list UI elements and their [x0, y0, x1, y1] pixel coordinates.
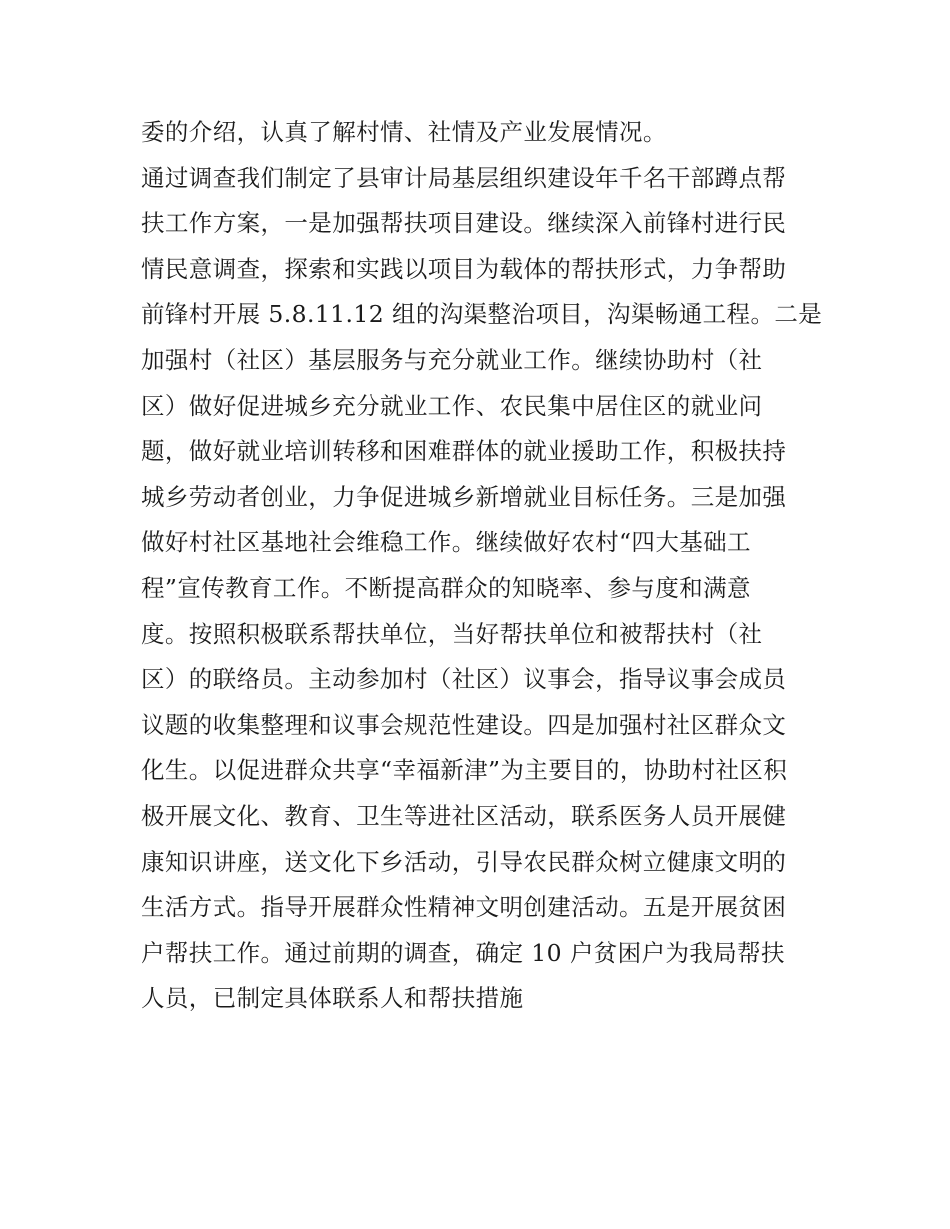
text-line: 通过调查我们制定了县审计局基层组织建设年千名干部蹲点帮	[141, 163, 787, 192]
text-line: 区）做好促进城乡充分就业工作、农民集中居住区的就业问	[141, 391, 763, 420]
text-line: 程”宣传教育工作。不断提高群众的知晓率、参与度和满意	[141, 573, 751, 602]
text-line: 度。按照积极联系帮扶单位，当好帮扶单位和被帮扶村（社	[141, 619, 763, 648]
text-line: 做好村社区基地社会维稳工作。继续做好农村“四大基础工	[141, 528, 751, 557]
text-line: 议题的收集整理和议事会规范性建设。四是加强村社区群众文	[141, 710, 787, 739]
text-line: 化生。以促进群众共享“幸福新津”为主要目的，协助村社区积	[141, 756, 788, 785]
text-line: 户帮扶工作。通过前期的调查，确定 10 户贫困户为我局帮扶	[141, 938, 785, 967]
text-line: 扶工作方案，一是加强帮扶项目建设。继续深入前锋村进行民	[141, 209, 787, 238]
text-line: 加强村（社区）基层服务与充分就业工作。继续协助村（社	[141, 345, 763, 374]
text-line: 极开展文化、教育、卫生等进社区活动，联系医务人员开展健	[141, 801, 787, 830]
text-line: 委的介绍，认真了解村情、社情及产业发展情况。	[141, 118, 667, 146]
text-line: 人员，已制定具体联系人和帮扶措施	[141, 984, 524, 1013]
text-line: 前锋村开展 5.8.11.12 组的沟渠整治项目，沟渠畅通工程。二是	[141, 300, 823, 329]
body-text	[141, 110, 821, 1022]
text-line: 生活方式。指导开展群众性精神文明创建活动。五是开展贫困	[141, 893, 787, 922]
text-line: 情民意调查，探索和实践以项目为载体的帮扶形式，力争帮助	[141, 254, 787, 283]
text-line: 城乡劳动者创业，力争促进城乡新增就业目标任务。三是加强	[141, 482, 787, 511]
text-line: 区）的联络员。主动参加村（社区）议事会，指导议事会成员	[141, 665, 787, 694]
text-line: 康知识讲座，送文化下乡活动，引导农民群众树立健康文明的	[141, 847, 787, 876]
text-line: 题，做好就业培训转移和困难群体的就业援助工作，积极扶持	[141, 437, 787, 466]
